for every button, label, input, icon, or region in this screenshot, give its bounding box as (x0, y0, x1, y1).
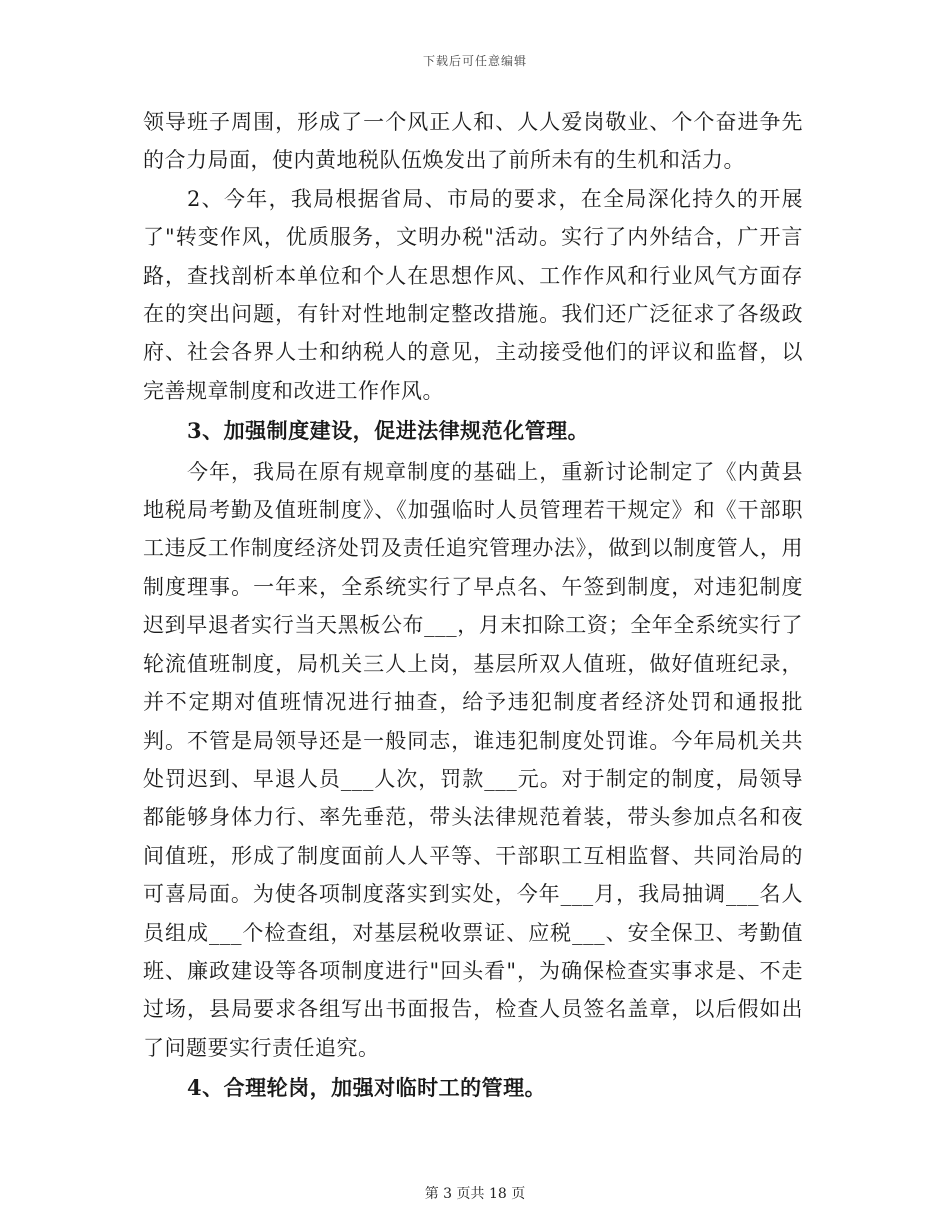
body-paragraph-2: 2、今年，我局根据省局、市局的要求，在全局深化持久的开展了"转变作风，优质服务，文明办税"活动。实行了内外结合，广开言路，查找剖析本单位和个人在思想作风、工作作风和行业风气方面存在的突出问题，有针对性地制定整改措施。我们还广泛征求了各级政府、社会各界人士和纳税人的意见，主动接受他们的评议和监督，以完善规章制度和改进工作作风。 (143, 186, 803, 403)
body-paragraph-1: 领导班子周围，形成了一个风正人和、人人爱岗敬业、个个奋进争先的合力局面，使内黄地税队伍焕发出了前所未有的生机和活力。 (143, 110, 803, 173)
document-body (143, 103, 803, 1110)
body-paragraph-3: 今年，我局在原有规章制度的基础上，重新讨论制定了《内黄县地税局考勤及值班制度》、《加强临时人员管理若干规定》和《干部职工违反工作制度经济处罚及责任追究管理办法》，做到以制度管人，用制度理事。一年来，全系统实行了早点名、午签到制度，对违犯制度迟到早退者实行当天黑板公布___，月末扣除工资；全年全系统实行了轮流值班制度，局机关三人上岗，基层所双人值班，做好值班纪录，并不定期对值班情况进行抽查，给予违犯制度者经济处罚和通报批判。不管是局领导还是一般同志，谁违犯制度处罚谁。今年局机关共处罚迟到、早退人员___人次，罚款___元。对于制定的制度，局领导都能够身体力行、率先垂范，带头法律规范着装，带头参加点名和夜间值班，形成了制度面前人人平等、干部职工互相监督、共同治局的可喜局面。为使各项制度落实到实处，今年___月，我局抽调___名人员组成___个检查组，对基层税收票证、应税___、安全保卫、考勤值班、廉政建设等各项制度进行"回头看"，为确保检查实事求是、不走过场，县局要求各组写出书面报告，检查人员签名盖章，以后假如出了问题要实行责任追究。 (143, 459, 803, 1060)
section-heading-3: 3、加强制度建设，促进法律规范化管理。 (187, 418, 590, 444)
section-heading-4: 4、合理轮岗，加强对临时工的管理。 (187, 1075, 547, 1101)
page-header-note: 下载后可任意编辑 (422, 54, 527, 68)
page-number: 第 3 页共 18 页 (424, 1186, 526, 1202)
